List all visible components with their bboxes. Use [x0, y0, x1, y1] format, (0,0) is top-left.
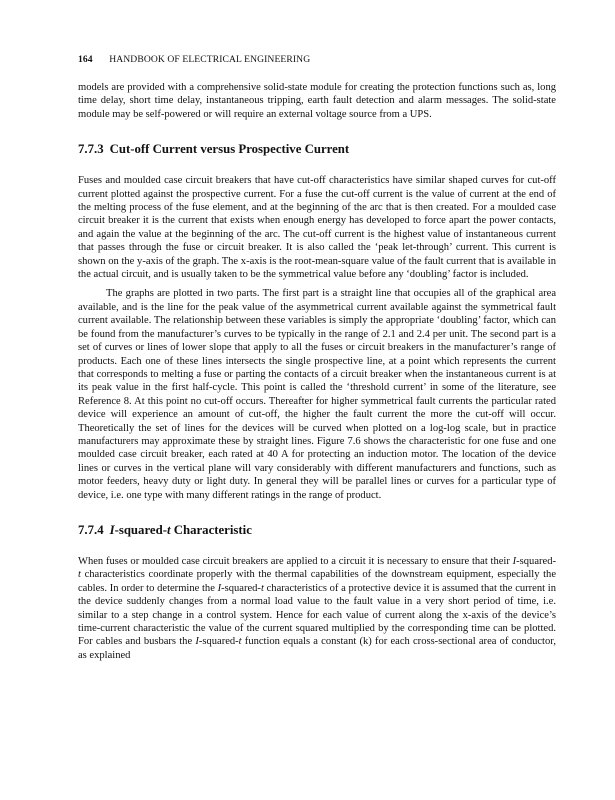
text-run: characteristics of a protective device it is assumed that the current in the device suddenly changes from a normal load value to the fault value in a very short period of time, i.e. similar to a step change in a control system. Hence for each value of current along the x-axis of the device’s time-current characteristic the value of the current squared multiplied by the corresponding time can be plotted. For cables and busbars the — [78, 582, 556, 648]
text-run-italic: t — [238, 636, 242, 648]
text-run-italic: I — [195, 636, 199, 648]
text-run-italic: I — [217, 582, 222, 594]
section-title: Cut-off Current versus Prospective Current — [109, 142, 350, 157]
text-run: function equals a constant (k) for each cross-sectional area of conductor, as explained — [78, 636, 556, 661]
page-body — [78, 81, 556, 662]
running-title: HANDBOOK OF ELECTRICAL ENGINEERING — [109, 54, 311, 65]
section-title-italic: I — [109, 522, 115, 537]
text-run-italic: t — [78, 569, 81, 581]
text-run-italic: t — [260, 582, 264, 594]
paragraph-cutoff-definition: Fuses and moulded case circuit breakers that have cut-off characteristics have similar shaped curves for cut-off current plotted against the prospective current. For a fuse the cut-off current is the value of current at the end of the melting process of the fuse element, and at the beginning of the arc that is then created. For a moulded case circuit breaker it is the current that exists when enough energy has developed to force apart the power contacts, and again the value at the beginning of the arc. The cut-off current is the highest value of instantaneous current that passes through the fuse or circuit breaker. It is also called the ‘peak let-through’ current. This current is shown on the y-axis of the graph. The x-axis is the root-mean-square value of the fault current that is available in the actual circuit, and is usually taken to be the symmetrical value before any ‘doubling’ factor is included. — [78, 175, 556, 281]
paragraph-graphs-two-parts: The graphs are plotted in two parts. The first part is a straight line that occupies all of the graphical area available, and is the line for the peak value of the asymmetrical current available against the symmetrical fault current available. The relationship between these variables is simply the appropriate ‘doubling’ factor, which can be found from the manufacturer’s curves to be typically in the range of 2.1 and 2.4 per unit. The second part is a set of curves or lines of lower slope that apply to all the fuses or circuit breakers in the manufacturer’s range of products. Each one of these lines intersects the single prospective line, at a point which represents the current that corresponds to melting a fuse or parting the contacts of a circuit breaker when the instantaneous current is at its peak value in the first half-cycle. This point is called the ‘threshold current’ in some of the literature, see Reference 8. At this point no cut-off occurs. Thereafter for higher symmetrical fault currents the particular rated device will experience an amount of cut-off, the higher the fault current the more the cut-off will occur. Theoretically the set of lines for the devices will be curved when plotted on a log-log scale, but in practice manufacturers may approximate these by straight lines. Figure 7.6 shows the characteristic for one fuse and one moulded case circuit breaker, each rated at 40 A for protecting an induction motor. The location of the device lines or curves in the vertical plane will vary considerably with different manufacturers and functions, such as motor feeders, heavy duty or light duty. In general they will be parallel lines or curves for a particular type of device, i.e. one type with many different ratings in the range of product. — [78, 288, 556, 501]
text-run: characteristics coordinate properly with the thermal capabilities of the downstream equipment, especially the cables. In order to determine the — [78, 569, 556, 594]
section-title-part: Characteristic — [170, 522, 252, 537]
text-run-italic: I — [512, 555, 517, 567]
running-header — [78, 54, 558, 65]
page-number: 164 — [78, 54, 93, 65]
section-title-part: -squared- — [114, 522, 167, 537]
text-run: -squared- — [198, 636, 239, 648]
section-number: 7.7.3 — [78, 142, 104, 157]
text-run: -squared- — [221, 582, 261, 594]
text-run: When fuses or moulded case circuit breakers are applied to a circuit it is necessary to ensure that their — [78, 555, 513, 567]
text-run: -squared- — [516, 555, 556, 567]
section-heading-7-7-4 — [78, 522, 556, 538]
section-heading-7-7-3 — [78, 141, 556, 157]
paragraph-continued: models are provided with a comprehensive solid-state module for creating the protection functions such as, long time delay, short time delay, instantaneous tripping, earth fault detection and alarm messages. The solid-state module may be self-powered or will require an external voltage source from a UPS. — [78, 82, 556, 120]
paragraph-i-squared-t — [78, 555, 556, 662]
section-title-italic: t — [166, 522, 171, 537]
section-number: 7.7.4 — [78, 522, 104, 537]
